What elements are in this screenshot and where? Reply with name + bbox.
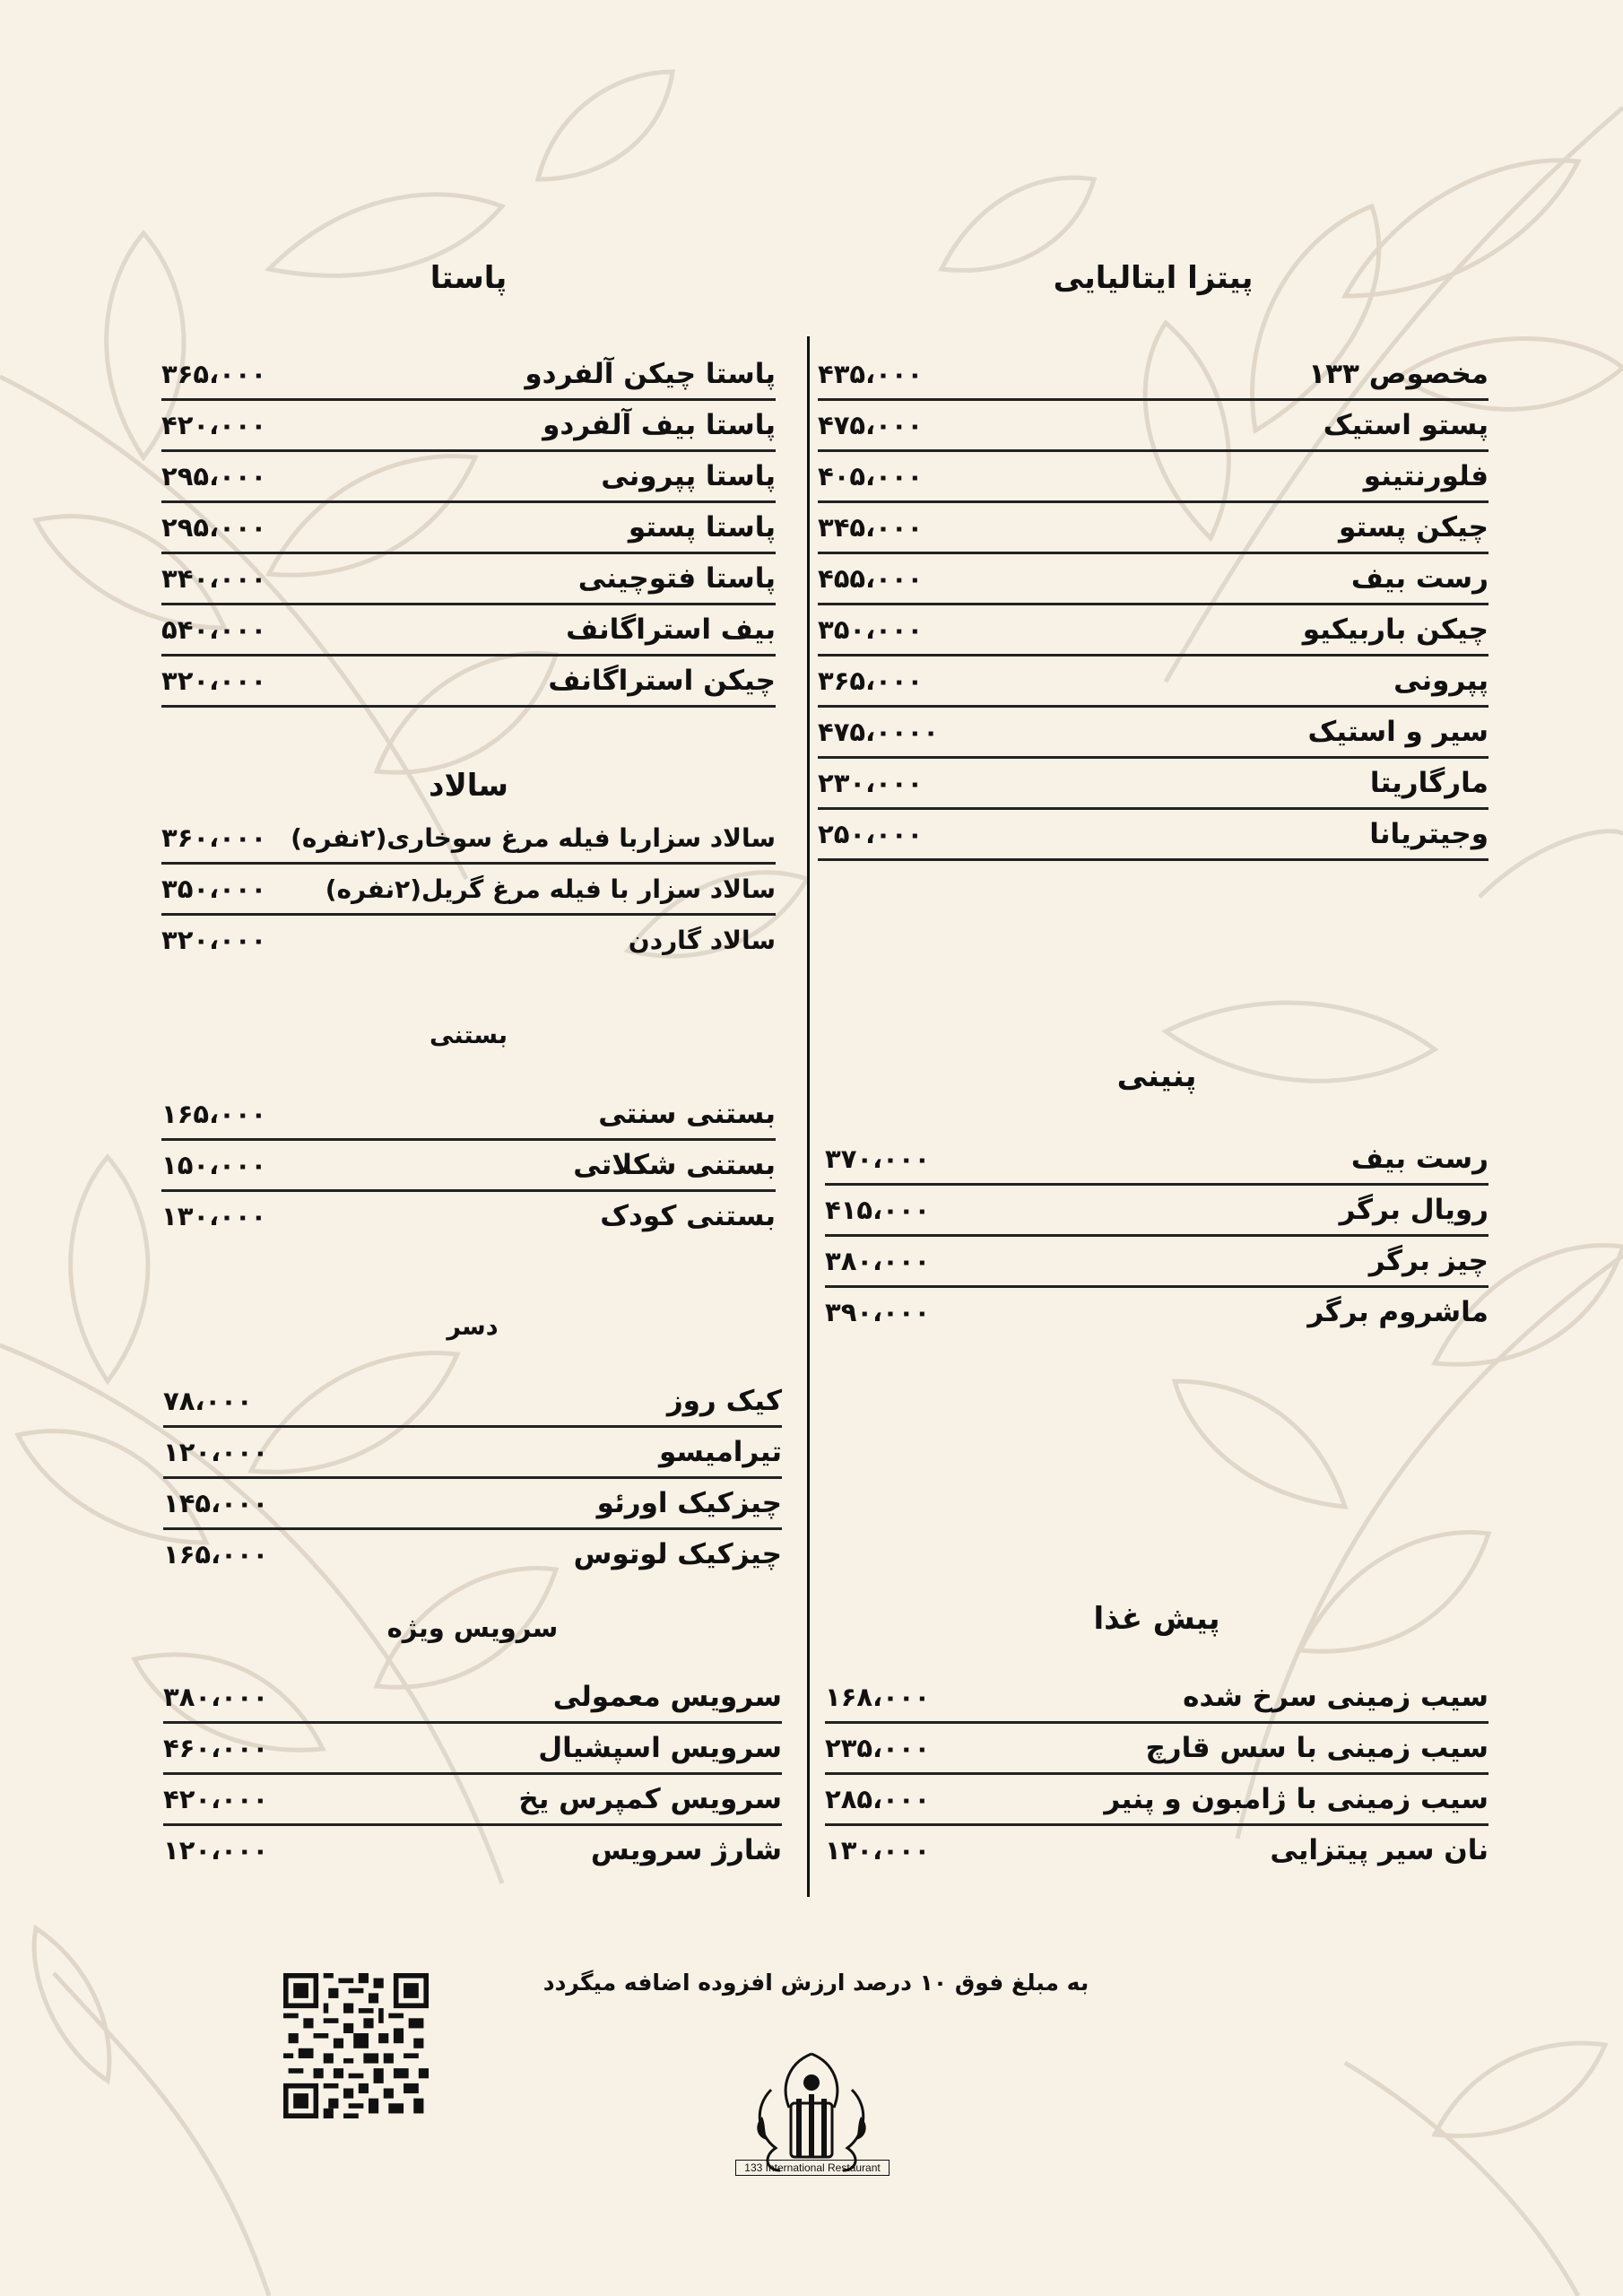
item-price: ۴۳۵،۰۰۰ (818, 359, 924, 389)
section-title-special: سرویس ویژه (386, 1613, 559, 1643)
special-items (163, 1673, 782, 1874)
item-name: سرویس کمپرس یخ (518, 1783, 782, 1815)
item-price: ۱۳۰،۰۰۰ (825, 1835, 931, 1866)
menu-row (161, 554, 776, 605)
item-name: چیکن استراگانف (548, 665, 776, 697)
item-price: ۳۹۰،۰۰۰ (825, 1297, 931, 1327)
item-price: ۴۶۰،۰۰۰ (163, 1733, 269, 1763)
section-title-icecream: بستنی (430, 1022, 508, 1049)
item-price: ۳۴۵،۰۰۰ (818, 512, 924, 543)
item-price: ۱۶۵،۰۰۰ (161, 1099, 267, 1129)
item-name: پاستا پپرونی (601, 460, 776, 492)
menu-row (161, 865, 776, 916)
item-name: سالاد سزاربا فیله مرغ سوخاری(۲نفره) (291, 822, 776, 853)
section-title-pasta: پاستا (430, 260, 508, 296)
item-name: تیرامیسو (658, 1436, 782, 1468)
item-price: ۳۵۰،۰۰۰ (818, 614, 924, 645)
menu-row (818, 759, 1488, 810)
menu-row (818, 708, 1488, 759)
item-price: ۳۴۰،۰۰۰ (161, 563, 267, 594)
item-price: ۱۴۵،۰۰۰ (163, 1488, 269, 1518)
item-price: ۳۷۰،۰۰۰ (825, 1144, 931, 1174)
menu-row (825, 1288, 1488, 1336)
item-name: بستنی کودک (600, 1200, 776, 1232)
item-name: نان سیر پیتزایی (1270, 1834, 1488, 1866)
item-name: بستنی شکلاتی (573, 1149, 776, 1181)
menu-row (161, 1090, 776, 1141)
item-price: ۴۲۰،۰۰۰ (161, 410, 267, 440)
menu-row (818, 657, 1488, 708)
item-price: ۳۲۰،۰۰۰ (161, 925, 267, 955)
menu-row (161, 813, 776, 865)
menu-row (161, 605, 776, 657)
menu-row (161, 401, 776, 452)
menu-row (818, 503, 1488, 554)
menu-row (825, 1673, 1488, 1724)
menu-row (825, 1135, 1488, 1186)
item-name: سرویس معمولی (552, 1681, 782, 1713)
menu-row (825, 1775, 1488, 1826)
item-price: ۱۶۵،۰۰۰ (163, 1539, 269, 1570)
item-name: شارژ سرویس (590, 1834, 782, 1866)
item-price: ۱۳۰،۰۰۰ (161, 1201, 267, 1231)
icecream-items (161, 1090, 776, 1240)
restaurant-crest-logo-icon (735, 2045, 888, 2215)
item-price: ۲۳۵،۰۰۰ (825, 1733, 931, 1763)
item-name: سالاد سزار با فیله مرغ گریل(۲نفره) (325, 874, 776, 904)
item-price: ۵۴۰،۰۰۰ (161, 614, 267, 645)
item-name: بستنی سنتی (598, 1098, 776, 1130)
item-name: چیزکیک لوتوس (573, 1538, 782, 1570)
item-name: فلورنتینو (1363, 460, 1488, 492)
item-name: سیب زمینی با ژامبون و پنیر (1104, 1783, 1488, 1815)
menu-row (163, 1826, 782, 1874)
menu-row (163, 1377, 782, 1428)
item-price: ۲۹۵،۰۰۰ (161, 512, 267, 543)
item-name: مخصوص ۱۳۳ (1308, 358, 1488, 390)
pizza-items (818, 350, 1488, 861)
item-name: وجیتریانا (1369, 818, 1488, 850)
item-name: چیکن باربیکیو (1302, 613, 1488, 646)
item-name: سیر و استیک (1307, 716, 1488, 748)
section-title-dessert: دسر (447, 1313, 499, 1341)
item-name: مارگاریتا (1369, 767, 1488, 799)
menu-row (818, 605, 1488, 657)
column-divider (807, 336, 810, 1897)
item-price: ۴۰۵،۰۰۰ (818, 461, 924, 491)
menu-row (818, 350, 1488, 401)
section-special (163, 1601, 782, 1874)
menu-row (825, 1186, 1488, 1237)
dessert-items (163, 1377, 782, 1578)
item-price: ۳۸۰،۰۰۰ (163, 1682, 269, 1712)
item-price: ۱۵۰،۰۰۰ (161, 1150, 267, 1180)
panini-items (825, 1135, 1488, 1336)
item-name: رست بیف (1350, 562, 1488, 595)
item-name: پاستا چیکن آلفردو (525, 358, 776, 390)
menu-row (825, 1237, 1488, 1288)
vat-note: به مبلغ فوق ۱۰ درصد ارزش افزوده اضافه میگردد (542, 1970, 1089, 1996)
item-name: کیک روز (666, 1385, 782, 1417)
item-name: ماشروم برگر (1307, 1296, 1488, 1328)
menu-row (163, 1724, 782, 1775)
item-price: ۴۲۰،۰۰۰ (163, 1784, 269, 1814)
salad-items (161, 813, 776, 964)
menu-row (818, 452, 1488, 503)
appetizer-items (825, 1673, 1488, 1874)
section-title-appetizer: پیش غذا (1093, 1601, 1220, 1637)
item-price: ۳۶۰،۰۰۰ (161, 822, 267, 853)
menu-row (161, 503, 776, 554)
menu-row (825, 1724, 1488, 1775)
section-title-pizza: پیتزا ایتالیایی (1053, 260, 1254, 296)
item-name: سالاد گاردن (628, 925, 776, 955)
item-price: ۳۲۰،۰۰۰ (161, 665, 267, 696)
item-price: ۱۲۰،۰۰۰ (163, 1835, 269, 1866)
menu-row (161, 1192, 776, 1240)
menu-row (818, 554, 1488, 605)
section-pizza (818, 251, 1488, 861)
item-name: چیکن پستو (1339, 511, 1488, 544)
menu-row (163, 1530, 782, 1578)
menu-row (163, 1479, 782, 1530)
item-name: سیب زمینی با سس قارچ (1145, 1732, 1488, 1764)
item-price: ۳۶۵،۰۰۰ (818, 665, 924, 696)
pasta-items (161, 350, 776, 708)
section-pasta (161, 251, 776, 708)
menu-row (818, 401, 1488, 452)
section-appetizer (825, 1592, 1488, 1874)
item-price: ۴۷۵،۰۰۰۰ (818, 717, 939, 747)
menu-row (161, 657, 776, 708)
item-price: ۲۳۰،۰۰۰ (818, 768, 924, 798)
menu-row (818, 810, 1488, 861)
section-dessert (163, 1305, 782, 1578)
menu-row (163, 1775, 782, 1826)
item-price: ۲۸۵،۰۰۰ (825, 1784, 931, 1814)
section-salad (161, 758, 776, 964)
item-price: ۴۷۵،۰۰۰ (818, 410, 924, 440)
item-price: ۲۹۵،۰۰۰ (161, 461, 267, 491)
item-name: چیزکیک اورئو (596, 1487, 782, 1519)
item-name: پاستا پستو (628, 511, 776, 544)
item-name: بیف استراگانف (566, 613, 776, 646)
menu-row (825, 1826, 1488, 1874)
item-price: ۲۵۰،۰۰۰ (818, 819, 924, 849)
item-name: پاستا فتوچینی (577, 562, 776, 595)
item-name: سیب زمینی سرخ شده (1183, 1681, 1488, 1713)
item-name: رست بیف (1350, 1143, 1488, 1175)
section-title-panini: پنینی (1116, 1058, 1197, 1094)
item-price: ۳۵۰،۰۰۰ (161, 874, 267, 904)
menu-row (161, 916, 776, 964)
section-panini (825, 1049, 1488, 1336)
qr-code-icon[interactable] (283, 1973, 429, 2118)
item-price: ۱۶۸،۰۰۰ (825, 1682, 931, 1712)
item-name: رویال برگر (1339, 1194, 1488, 1226)
menu-row (163, 1673, 782, 1724)
menu-row (161, 452, 776, 503)
item-name: پستو استیک (1323, 409, 1488, 441)
item-price: ۴۱۵،۰۰۰ (825, 1195, 931, 1225)
menu-row (163, 1428, 782, 1479)
item-name: پاستا بیف آلفردو (542, 409, 776, 441)
item-price: ۳۸۰،۰۰۰ (825, 1246, 931, 1276)
menu-row (161, 1141, 776, 1192)
item-name: پپرونی (1393, 665, 1488, 697)
item-price: ۳۶۵،۰۰۰ (161, 359, 267, 389)
section-icecream (161, 1009, 776, 1240)
item-price: ۴۵۵،۰۰۰ (818, 563, 924, 594)
item-name: چیز برگر (1368, 1245, 1488, 1277)
logo-caption: 133 International Restaurant (735, 2160, 890, 2176)
menu-row (161, 350, 776, 401)
item-price: ۷۸،۰۰۰ (163, 1386, 253, 1416)
section-title-salad: سالاد (429, 768, 508, 804)
item-name: سرویس اسپشیال (538, 1732, 782, 1764)
item-price: ۱۲۰،۰۰۰ (163, 1437, 269, 1467)
